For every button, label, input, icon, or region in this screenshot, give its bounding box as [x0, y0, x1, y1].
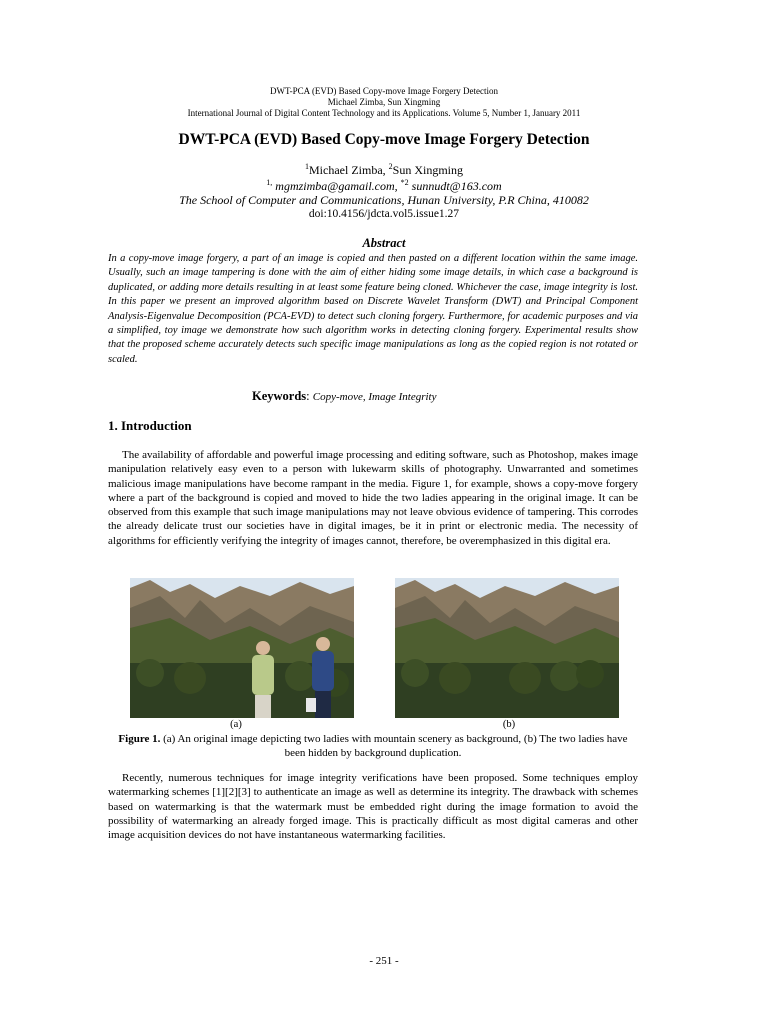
email-2-superscript: *2	[400, 178, 409, 187]
paper-title: DWT-PCA (EVD) Based Copy-move Image Forgery Detection	[178, 131, 590, 148]
doi: doi:10.4156/jdcta.vol5.issue1.27	[308, 208, 460, 220]
running-header-title: DWT-PCA (EVD) Based Copy-move Image Forgery Detection	[270, 86, 498, 96]
abstract-text: In a copy-move image forgery, a part of an image is copied and then pasted on a different location within the same image. Usually, such an image tampering is done with the aim of either hiding some image details, in which case a background is duplicated, or adding more details resulting in at least some feature being cloned. Whichever the case, image integrity is lost. In this paper we present an improved algorithm based on Discrete Wavelet Transform (DWT) and Principal Component Analysis-Eigenvalue Decomposition (PCA-EVD) to detect such cloning forgery. Furthermore, for academic purposes and via a simplified, toy image we demonstrate how such algorithm works in detecting cloning forgery. Experimental results show that the proposed scheme accurately detects such specific image manipulations as long as the copied region is not rotated or scaled.	[108, 253, 638, 365]
figure-1b-forged-image	[395, 578, 619, 718]
author-line	[0, 162, 768, 178]
running-header-journal: International Journal of Digital Content Technology and its Applications. Volume 5, Number 1, January 2011	[187, 108, 581, 118]
abstract-heading: Abstract	[362, 236, 406, 250]
affiliation: The School of Computer and Communications, Hunan University, P.R China, 410082	[179, 193, 589, 207]
email-1: mgmzimba@gamail.com,	[272, 179, 401, 193]
running-header-authors: Michael Zimba, Sun Xingming	[327, 97, 441, 107]
author-1-name: Michael Zimba,	[309, 163, 389, 177]
keywords-line	[252, 389, 437, 404]
keywords-separator: :	[306, 389, 313, 403]
page-number: - 251 -	[369, 955, 399, 967]
email-1-superscript: 1,	[266, 178, 273, 187]
author-1-superscript: 1	[305, 162, 309, 171]
figure-1b-label: (b)	[502, 719, 516, 730]
figure-1a-original-image	[130, 578, 354, 718]
figure-1a-graphic	[130, 578, 354, 718]
figure-1b-graphic	[395, 578, 619, 718]
section-heading-introduction: 1. Introduction	[108, 418, 192, 433]
figure-1a-label: (a)	[230, 719, 242, 730]
keywords-label: Keywords	[252, 389, 307, 403]
author-2-superscript: 2	[388, 162, 393, 171]
email-line	[0, 178, 768, 194]
figure-1-caption-text: (a) An original image depicting two ladies with mountain scenery as background, (b) The two ladies have been hidden by background duplication.	[160, 733, 628, 759]
intro-paragraph-1: The availability of affordable and powerful image processing and editing software, such as Photoshop, makes image manipulation relatively easy even to a person with lukewarm skills of photography. Unwarranted and sometimes malicious image manipulations have become rampant in the media. Figure 1, for example, shows a copy-move forgery where a part of the background is copied and moved to hide the two ladies appearing in the original image. It can be observed from this example that such image manipulations may not leave obvious evidence of tampering. This corrodes the already delicate trust our societies have in digital images, be it in print or electronic media. The necessity of algorithms for efficiently verifying the integrity of images cannot, therefore, be overemphasized in this digital era.	[108, 449, 638, 547]
figure-1-caption-label: Figure 1.	[118, 733, 161, 745]
email-2: sunnudt@163.com	[408, 179, 502, 193]
figure-1-caption	[108, 732, 638, 760]
intro-paragraph-2: Recently, numerous techniques for image integrity verifications have been proposed. Some techniques employ watermarking schemes [1][2][3] to authenticate an image as well as determine its integrity. The drawback with schemes based on watermarking is that the watermark must be embedded right during the image formation to avoid the possibility of watermarking an already forged image. This is practically difficult as most digital cameras and other image acquisition devices do not have instantaneous watermarking facilities.	[108, 772, 638, 842]
author-2-name: Sun Xingming	[392, 163, 463, 177]
keywords-value: Copy-move, Image Integrity	[312, 391, 437, 403]
